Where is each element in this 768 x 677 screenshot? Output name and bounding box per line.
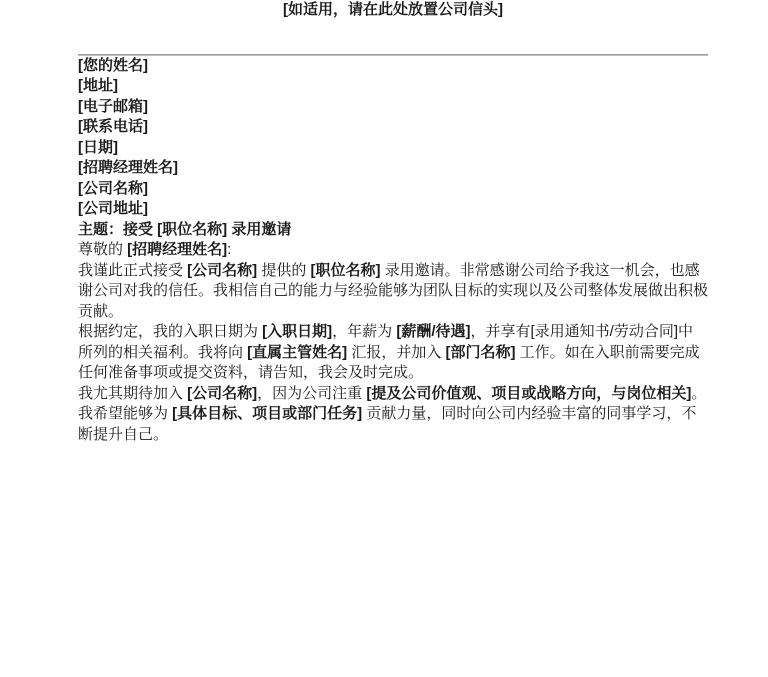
sender-email-line: [电子邮箱] [78,97,148,115]
letterhead-placeholder: [如适用，请在此处放置公司信头] [283,1,503,18]
salutation-line: 尊敬的 [招聘经理姓名]: [78,241,232,258]
recipient-address-line: [公司地址] [78,200,148,217]
date-line: [日期] [78,138,118,156]
sender-name-line: [您的姓名] [78,56,148,74]
letter-content [78,0,708,445]
body-paragraph-acceptance: 我谨此正式接受 [公司名称] 提供的 [职位名称] 录用邀请。非常感谢公司给予我这一机会，也感谢公司对我的信任。我相信自己的能力与经验能够为团队目标的实现以及公司整体发展做出积极贡献。 [78,261,709,320]
sender-phone-line: [联系电话] [78,118,148,135]
recipient-manager-line: [招聘经理姓名] [78,159,178,176]
recipient-block [78,158,708,220]
sender-block [78,56,708,138]
subject-line: 主题：接受 [职位名称] 录用邀请 [78,220,292,238]
recipient-company-line: [公司名称] [78,179,148,197]
body-paragraph-motivation: 我尤其期待加入 [公司名称]，因为公司注重 [提及公司价值观、项目或战略方向，与岗位相关]。我希望能够为 [具体目标、项目或部门任务] 贡献力量，同时向公司内经验丰富的同事学习，不断提升自己。 [78,384,707,443]
sender-address-line: [地址] [78,77,118,94]
body-paragraph-terms: 根据约定，我的入职日期为 [入职日期]，年薪为 [薪酬/待遇]，并享有[录用通知书/劳动合同]中所列的相关福利。我将向 [直属主管姓名] 汇报，并加入 [部门名称] 工作。如在入职前需要完成任何准备事项或提交资料，请告知，我会及时完成。 [78,323,700,381]
